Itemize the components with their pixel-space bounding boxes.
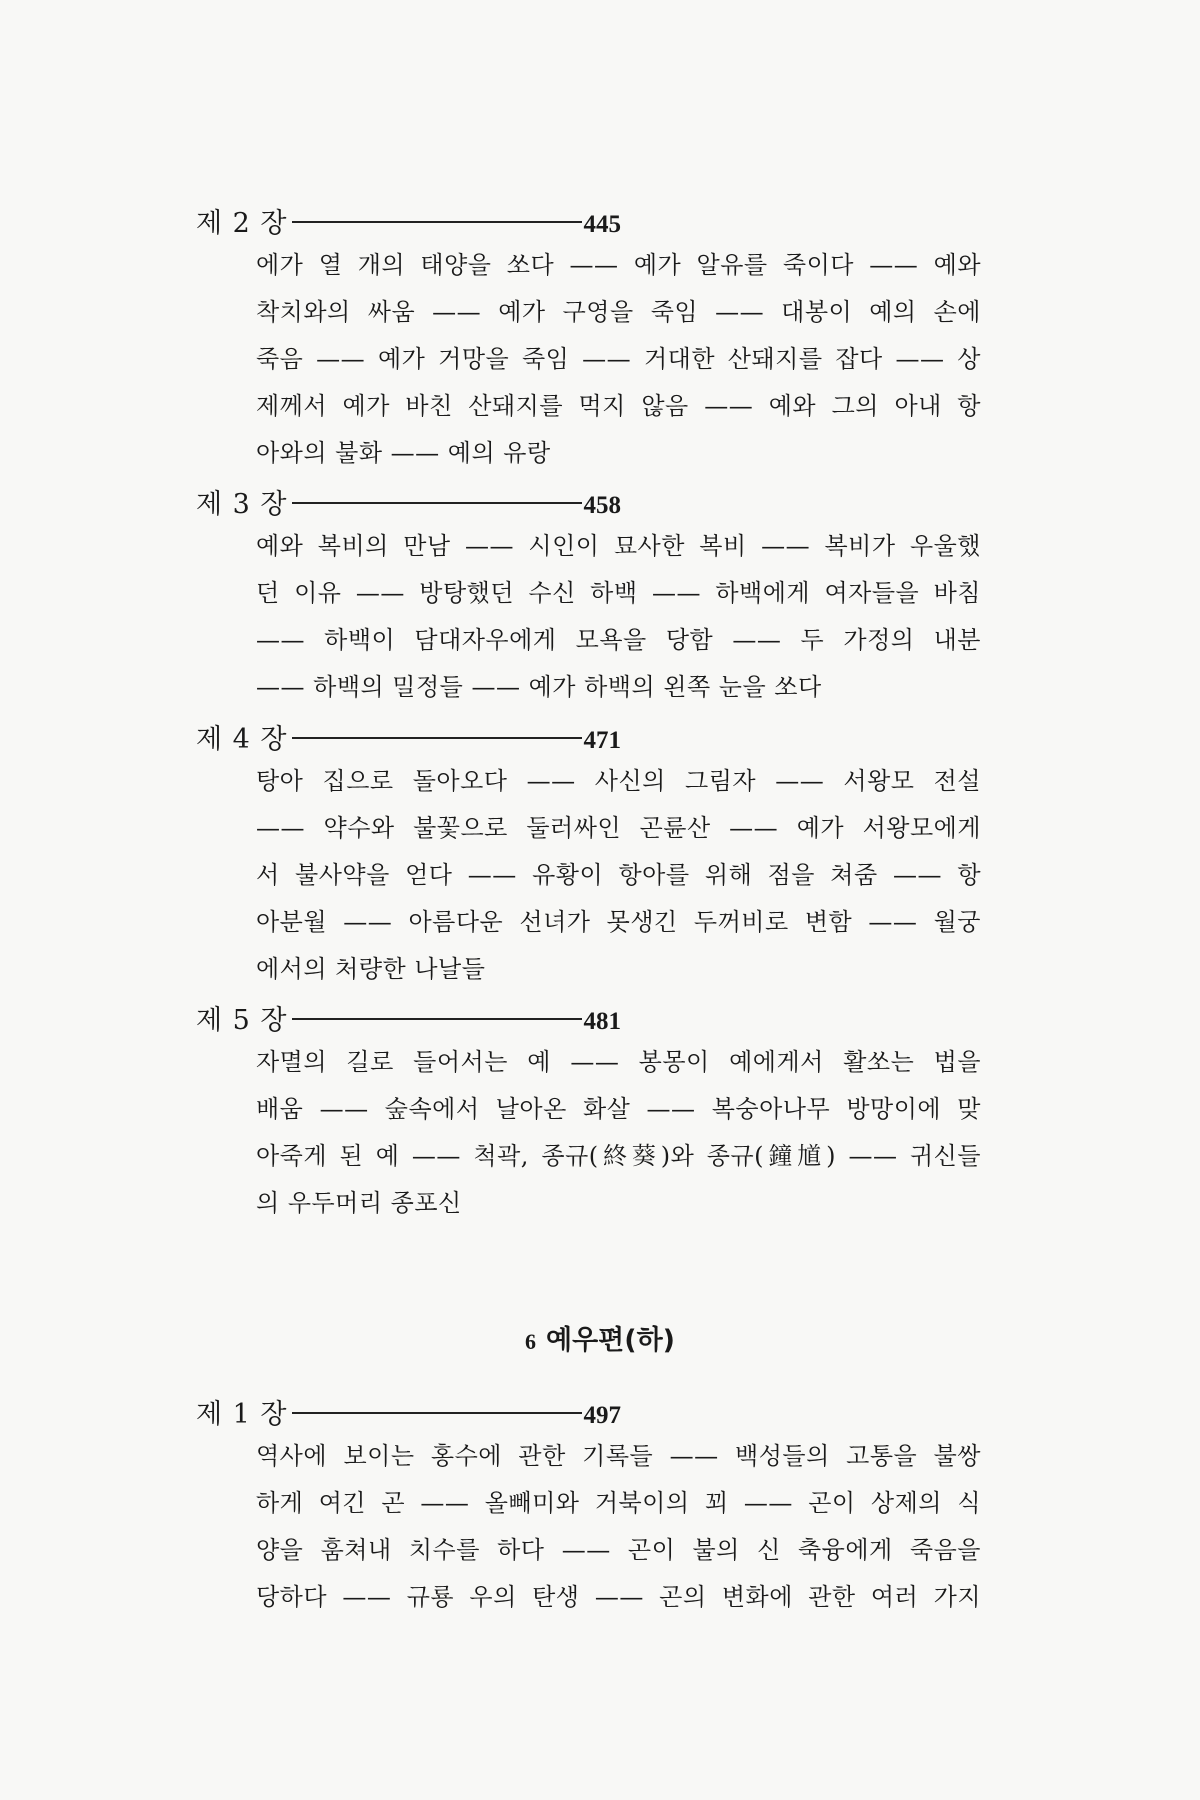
summary-line: 제께서 예가 바친 산돼지를 먹지 않음 —— 예와 그의 아내 항: [256, 392, 981, 420]
page-number: 458: [583, 492, 622, 519]
summary-line: 의 우두머리 종포신: [256, 1189, 462, 1217]
chapter-label: 제 1 장: [196, 1399, 288, 1430]
part-title: [0, 1318, 1200, 1357]
page-number: 445: [583, 211, 622, 238]
page-number: 481: [583, 1008, 622, 1035]
summary-line: 에서의 처량한 나날들: [256, 955, 486, 983]
summary-line: —— 하백이 담대자우에게 모욕을 당함 —— 두 가정의 내분: [256, 626, 981, 654]
summary-line: 예와 복비의 만남 —— 시인이 묘사한 복비 —— 복비가 우울했: [256, 532, 981, 560]
chapter-heading: [196, 722, 996, 758]
summary-line: 아분월 —— 아름다운 선녀가 못생긴 두꺼비로 변함 —— 월궁: [256, 908, 981, 936]
summary-line: 아와의 불화 —— 예의 유랑: [256, 439, 551, 467]
summary-line: —— 하백의 밀정들 —— 예가 하백의 왼쪽 눈을 쏘다: [256, 673, 822, 701]
chapter-heading: [196, 206, 996, 242]
chapter-heading: [196, 1397, 996, 1433]
part-name: 예우편(하): [545, 1325, 675, 1356]
summary-line: 자멸의 길로 들어서는 예 —— 봉몽이 예에게서 활쏘는 법을: [256, 1048, 981, 1076]
chapter-2-entry: [196, 206, 996, 477]
leader-rule: [292, 737, 582, 739]
chapter-4-entry: [196, 722, 996, 993]
chapter-label: 제 2 장: [196, 208, 288, 239]
page-number: 471: [583, 727, 622, 754]
chapter-heading: [196, 1003, 996, 1039]
chapter-5-entry: [196, 1003, 996, 1227]
summary-line: 아죽게 된 예 —— 척곽, 종규(終葵)와 종규(鐘馗) —— 귀신들: [256, 1142, 981, 1170]
summary-line: 하게 여긴 곤 —— 올빼미와 거북이의 꾀 —— 곤이 상제의 식: [256, 1489, 981, 1517]
leader-rule: [292, 1018, 582, 1020]
summary-line: 던 이유 —— 방탕했던 수신 하백 —— 하백에게 여자들을 바침: [256, 579, 981, 607]
chapter-3-entry: [196, 487, 996, 711]
chapter-label: 제 4 장: [196, 724, 288, 755]
summary-line: 에가 열 개의 태양을 쏘다 —— 예가 알유를 죽이다 —— 예와: [256, 251, 981, 279]
summary-line: 당하다 —— 규룡 우의 탄생 —— 곤의 변화에 관한 여러 가지: [256, 1583, 981, 1611]
page-number: 497: [583, 1402, 622, 1429]
summary-line: 양을 훔쳐내 치수를 하다 —— 곤이 불의 신 축융에게 죽음을: [256, 1536, 981, 1564]
chapter-label: 제 5 장: [196, 1005, 288, 1036]
part6-chapter-1-entry: [196, 1397, 996, 1621]
summary-line: —— 약수와 불꽃으로 둘러싸인 곤륜산 —— 예가 서왕모에게: [256, 814, 981, 842]
leader-rule: [292, 1412, 582, 1414]
chapter-heading: [196, 487, 996, 523]
summary-line: 죽음 —— 예가 거망을 죽임 —— 거대한 산돼지를 잡다 —— 상: [256, 345, 981, 373]
summary-line: 역사에 보이는 홍수에 관한 기록들 —— 백성들의 고통을 불쌍: [256, 1442, 981, 1470]
part-number: 6: [524, 1329, 536, 1354]
leader-rule: [292, 221, 582, 223]
summary-line: 배움 —— 숲속에서 날아온 화살 —— 복숭아나무 방망이에 맞: [256, 1095, 981, 1123]
leader-rule: [292, 502, 582, 504]
summary-line: 서 불사약을 얻다 —— 유황이 항아를 위해 점을 쳐줌 —— 항: [256, 861, 981, 889]
chapter-label: 제 3 장: [196, 489, 288, 520]
summary-line: 착치와의 싸움 —— 예가 구영을 죽임 —— 대봉이 예의 손에: [256, 298, 981, 326]
summary-line: 탕아 집으로 돌아오다 —— 사신의 그림자 —— 서왕모 전설: [256, 767, 981, 795]
